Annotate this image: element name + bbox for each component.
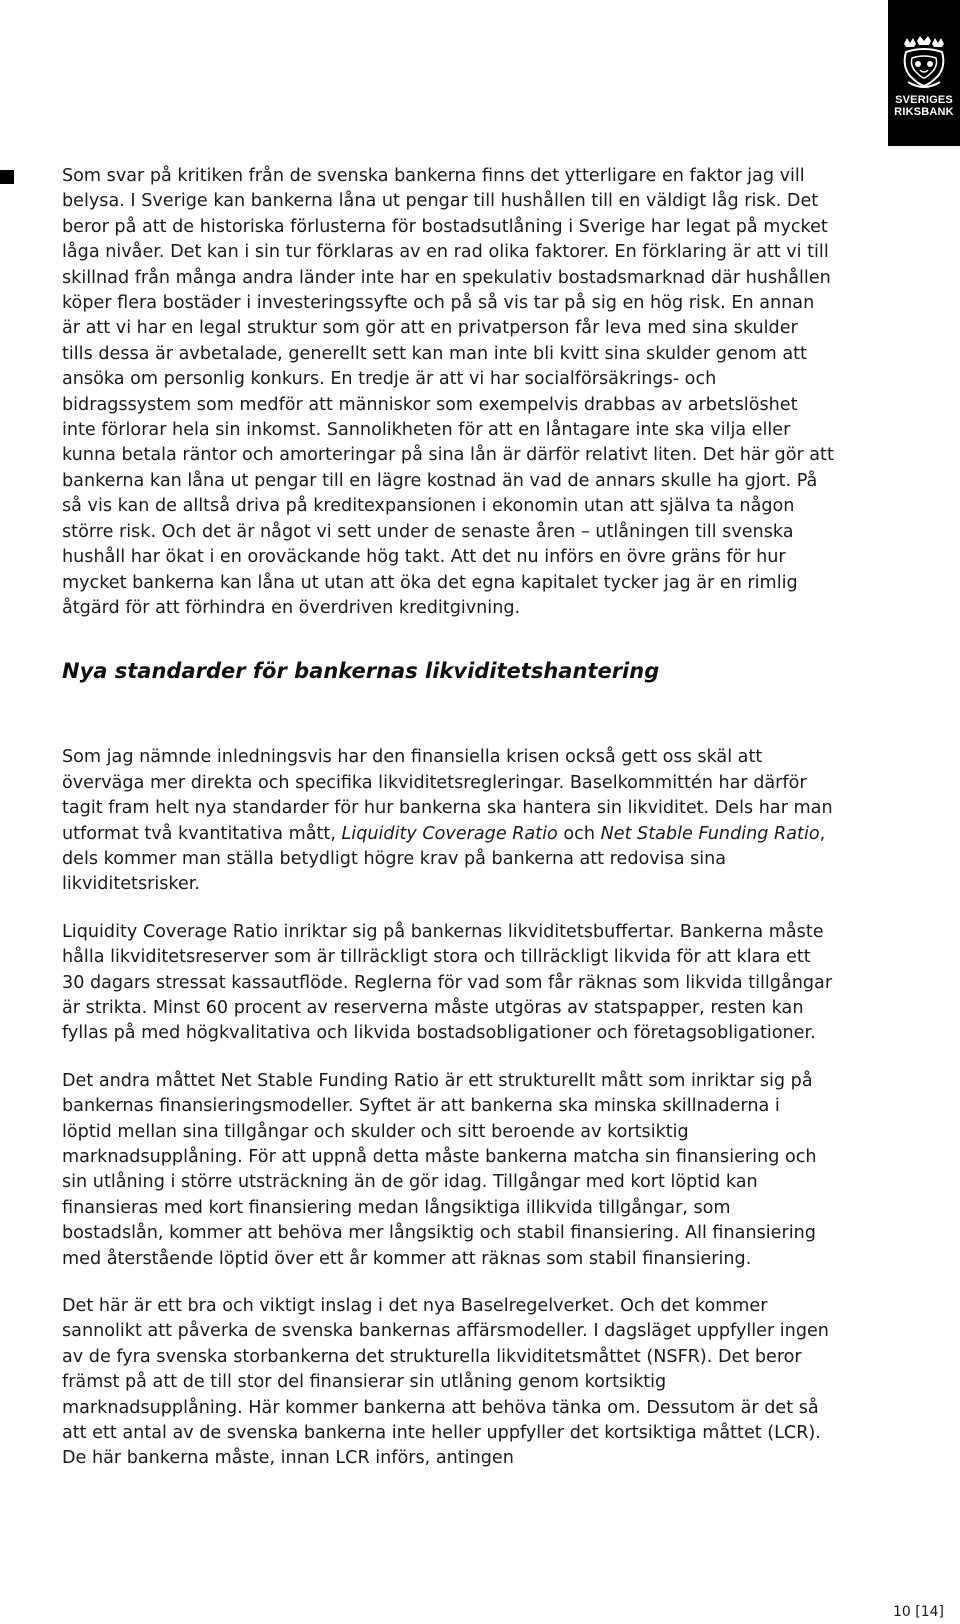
crown-emblem-icon bbox=[898, 36, 950, 92]
document-body bbox=[62, 164, 834, 1494]
section-heading: Nya standarder för bankernas likviditetshantering bbox=[62, 659, 660, 684]
logo-line-1: SVERIGES bbox=[895, 94, 953, 106]
paragraph-4: Det andra måttet Net Stable Funding Ratio är ett strukturellt mått som inriktar sig på bankernas finansieringsmodeller. Syftet är att bankerna ska minska skillnaderna i löptid mellan sina tillgångar och skulder och sitt beroende av kortsiktig marknadsupplåning. För att uppnå detta måste bankerna matcha sin finansiering och sin utlåning i större utsträckning än de gör idag. Tillgångar med kort löptid kan finansieras med kort finansiering medan långsiktiga illikvida tillgångar, som bostadslån, kommer att behöva mer långsiktig och stabil finansiering. All finansiering med återstående löptid över ett år kommer att räknas som stabil finansiering. bbox=[62, 1070, 817, 1269]
lcr-term: Liquidity Coverage Ratio bbox=[341, 823, 558, 844]
logo-line-2: RIKSBANK bbox=[894, 106, 954, 118]
paragraph-2-mid: och bbox=[557, 823, 601, 844]
logo-wordmark bbox=[894, 94, 954, 118]
paragraph-2-start: Som jag nämnde inledningsvis har den finansiella krisen också gett oss skäl att överväga mer direkta och specifika likviditetsregleringar. Baselkommittén har därför tagit fram helt nya standarder för hur bankerna ska hantera sin likviditet. Dels har man utformat två kvantitativa mått, bbox=[62, 747, 833, 844]
paragraph-2 bbox=[62, 745, 834, 897]
paragraph-3: Liquidity Coverage Ratio inriktar sig på bankernas likviditetsbuffertar. Bankerna måste hålla likviditetsreserver som är tillräckligt stora och tillräckligt likvida för att klara ett 30 dagars stressat kassautflöde. Reglerna för vad som får räknas som likvida tillgångar är strikta. Minst 60 procent av reserverna måste utgöras av statspapper, resten kan fyllas på med högkvalitativa och likvida bostadsobligationer och företagsobligationer. bbox=[62, 921, 833, 1044]
paragraph-1: Som svar på kritiken från de svenska bankerna finns det ytterligare en faktor jag vill belysa. I Sverige kan bankerna låna ut pengar till hushållen till en väldigt låg risk. Det beror på att de historiska förlusterna för bostadsutlåning i Sverige har legat på mycket låga nivåer. Det kan i sin tur förklaras av en rad olika faktorer. En förklaring är att vi till skillnad från många andra länder inte har en spekulativ bostadsmarknad där hushållen köper flera bostäder i investeringssyfte och på så vis tar på sig en hög risk. En annan är att vi har en legal struktur som gör att en privatperson får leva med sina skulder tills dessa är avbetalade, generellt sett kan man inte bli kvitt sina skulder genom att ansöka om personlig konkurs. En tredje är att vi har socialförsäkrings- och bidragssystem som medför att människor som exempelvis drabbas av arbetslöshet inte förlorar hela sin inkomst. Sannolikheten för att en låntagare inte ska vilja eller kunna betala räntor och amorteringar på sina lån är därför relativt liten. Det här gör att bankerna kan låna ut pengar till en lägre kostnad än vad de annars skulle ha gjort. På så vis kan de alltså driva på kreditexpansionen i ekonomin utan att själva ta någon större risk. Och det är något vi sett under de senaste åren – utlåningen till svenska hushåll har ökat i en oroväckande hög takt. Att det nu införs en övre gräns för hur mycket bankerna kan låna ut utan att öka det egna kapitalet tycker jag är en rimlig åtgärd för att förhindra en överdriven kreditgivning. bbox=[62, 166, 834, 618]
page-number: 10 [14] bbox=[892, 1604, 944, 1620]
paragraph-2-end: , dels kommer man ställa betydligt högre krav på bankerna att redovisa sina likviditetsrisker. bbox=[62, 823, 826, 895]
section-marker bbox=[0, 170, 14, 184]
riksbank-logo bbox=[888, 0, 960, 146]
paragraph-5: Det här är ett bra och viktigt inslag i det nya Baselregelverket. Och det kommer sannolikt att påverka de svenska bankernas affärsmodeller. I dagsläget uppfyller ingen av de fyra svenska storbankerna det strukturella likviditetsmåttet (NSFR). Det beror främst på att de till stor del finansierar sin utlåning genom kortsiktig marknadsupplåning. Här kommer bankerna att behöva tänka om. Dessutom är det så att ett antal av de svenska bankerna inte heller uppfyller det kortsiktiga måttet (LCR). De här bankerna måste, innan LCR införs, antingen bbox=[62, 1296, 829, 1469]
nsfr-term: Net Stable Funding Ratio bbox=[600, 823, 820, 844]
